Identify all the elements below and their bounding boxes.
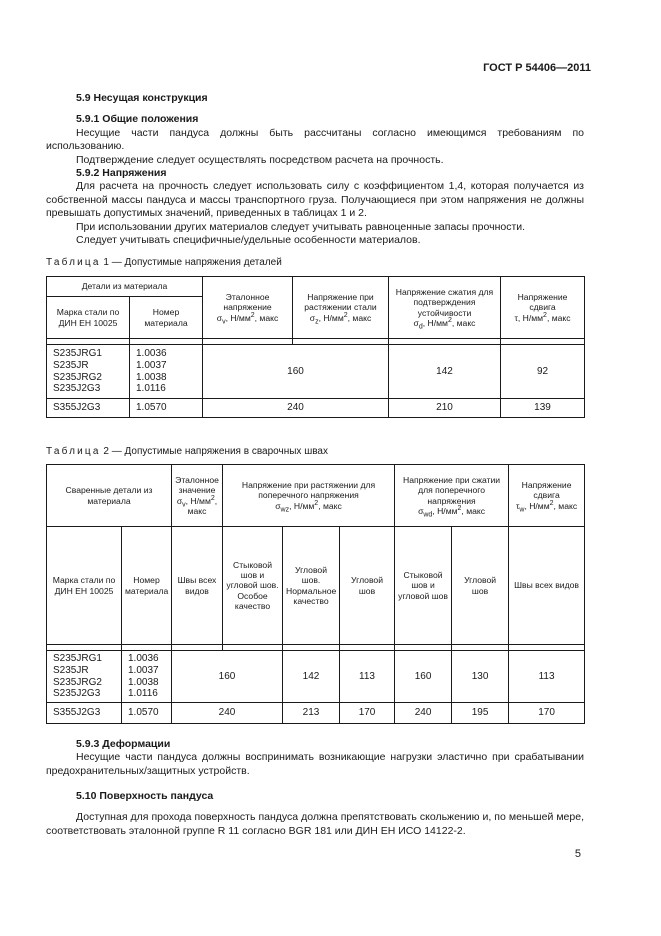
header-all-welds: Швы всех видов xyxy=(172,527,223,645)
table-row xyxy=(47,703,585,724)
reference-value: 160 xyxy=(172,651,283,703)
header-welded-parts: Сваренные детали из материала xyxy=(47,465,172,527)
paragraph: Подтверждение следует осуществлять посредством расчета на прочность. xyxy=(76,153,444,166)
tensile-value: 240 xyxy=(203,399,389,418)
shear-value: 139 xyxy=(501,399,585,418)
caption-label: Таблица xyxy=(46,446,101,457)
section-title: 5.9 Несущая конструкция xyxy=(76,92,208,104)
material-number: 1.0570 xyxy=(122,703,172,724)
table-2-caption xyxy=(46,446,328,457)
header-tensile-stress: Напряжение при растяжении стали $\sigma_z$, $Н/мм^2$, макс xyxy=(293,277,389,339)
value-cell: 240 xyxy=(395,703,452,724)
paragraph: Несущие части пандуса должны быть рассчитаны согласно имеющимся требованиям по использованию. xyxy=(46,126,584,153)
header-butt-fillet: Стыковой шов и угловой шов xyxy=(395,527,452,645)
header-fillet: Угловой шов xyxy=(452,527,509,645)
tensile-value: 160 xyxy=(203,345,389,399)
subsection-title: 5.9.3 Деформации xyxy=(76,738,171,750)
compressive-value: 210 xyxy=(389,399,501,418)
caption-text: 2 — Допустимые напряжения в сварочных швах xyxy=(100,446,328,457)
header-reference-stress: Эталонное напряжение $\sigma_v$, $Н/мм^2$, макс xyxy=(203,277,293,339)
steel-grades: S235JRG1 S235JR S235JRG2 S235J2G3 xyxy=(47,651,122,703)
header-fillet: Угловой шов xyxy=(340,527,395,645)
caption-text: 1 — Допустимые напряжения деталей xyxy=(100,257,282,268)
header-fillet-normal: Угловой шов. Нормальное качество xyxy=(283,527,340,645)
header-compressive-stress: Напряжение при сжатии для поперечного напряжения $\sigma_{wd}$, $Н/мм^2$, макс xyxy=(395,465,509,527)
value-cell: 170 xyxy=(509,703,585,724)
steel-grade: S355J2G3 xyxy=(47,703,122,724)
material-number: 1.0570 xyxy=(130,399,203,418)
paragraph: Следует учитывать специфичные/удельные особенности материалов. xyxy=(76,234,421,247)
section-5-9 xyxy=(46,92,584,247)
value-cell: 160 xyxy=(395,651,452,703)
header-material-parts: Детали из материала xyxy=(47,277,203,297)
page-number: 5 xyxy=(574,848,581,860)
table-row xyxy=(47,651,585,703)
header-shear-stress: Напряжение сдвига τ, $Н/мм^2$, макс xyxy=(501,277,585,339)
section-5-10 xyxy=(46,790,584,838)
value-cell: 130 xyxy=(452,651,509,703)
header-butt-special: Стыковой шов и угловой шов. Особое качество xyxy=(223,527,283,645)
compressive-value: 142 xyxy=(389,345,501,399)
header-reference-value: Эталонное значение $\sigma_v$, $Н/мм^2$, макс xyxy=(172,465,223,527)
steel-grades: S235JRG1 S235JR S235JRG2 S235J2G3 xyxy=(47,345,130,399)
table-1-caption xyxy=(46,257,282,268)
subsection-title: 5.9.1 Общие положения xyxy=(76,113,199,126)
value-cell: 142 xyxy=(283,651,340,703)
table-1 xyxy=(46,276,585,418)
subsection-title: 5.9.2 Напряжения xyxy=(76,167,167,180)
paragraph: Для расчета на прочность следует использовать силу с коэффициентом 1,4, которая получается из собственной массы пандуса и массы транспортного груза. Получающиеся при этом напряжения не должны превышать допустимых значений, приведенных в таблицах 1 и 2. xyxy=(46,180,584,220)
caption-label: Таблица xyxy=(46,257,101,268)
table-row xyxy=(47,345,585,399)
header-shear-stress: Напряжение сдвига $\tau_w$, $Н/мм^2$, макс xyxy=(509,465,585,527)
steel-grade: S355J2G3 xyxy=(47,399,130,418)
reference-value: 240 xyxy=(172,703,283,724)
header-tensile-stress: Напряжение при растяжении для поперечного напряжения $\sigma_{wz}$, $Н/мм^2$, макс xyxy=(223,465,395,527)
paragraph: Несущие части пандуса должны воспринимать возникающие нагрузки эластично при срабатывании предохранительных/защитных устройств. xyxy=(46,751,584,777)
header-material-number: Номер материала xyxy=(130,297,203,339)
section-title: 5.10 Поверхность пандуса xyxy=(76,790,214,802)
header-material-number: Номер материала xyxy=(122,527,172,645)
header-compressive-stress: Напряжение сжатия для подтверждения устойчивости $\sigma_d$, $Н/мм^2$, макс xyxy=(389,277,501,339)
table-row xyxy=(47,399,585,418)
header-steel-grade: Марка стали по ДИН ЕН 10025 xyxy=(47,297,130,339)
value-cell: 213 xyxy=(283,703,340,724)
material-numbers: 1.0036 1.0037 1.0038 1.0116 xyxy=(130,345,203,399)
value-cell: 113 xyxy=(509,651,585,703)
document-code: ГОСТ Р 54406—2011 xyxy=(483,62,591,74)
header-steel-grade: Марка стали по ДИН ЕН 10025 xyxy=(47,527,122,645)
value-cell: 170 xyxy=(340,703,395,724)
header-all-welds: Швы всех видов xyxy=(509,527,585,645)
section-5-9-3 xyxy=(46,738,584,778)
value-cell: 195 xyxy=(452,703,509,724)
paragraph: При использовании других материалов следует учитывать равноценные запасы прочности. xyxy=(76,220,526,233)
paragraph: Доступная для прохода поверхность пандуса должна препятствовать скольжению и, по меньшей мере, соответствовать эталонной группе R 11 согласно BGR 181 или ДИН ЕН ИСО 14122-2. xyxy=(46,811,584,837)
shear-value: 92 xyxy=(501,345,585,399)
table-2 xyxy=(46,464,585,724)
material-numbers: 1.0036 1.0037 1.0038 1.0116 xyxy=(122,651,172,703)
value-cell: 113 xyxy=(340,651,395,703)
